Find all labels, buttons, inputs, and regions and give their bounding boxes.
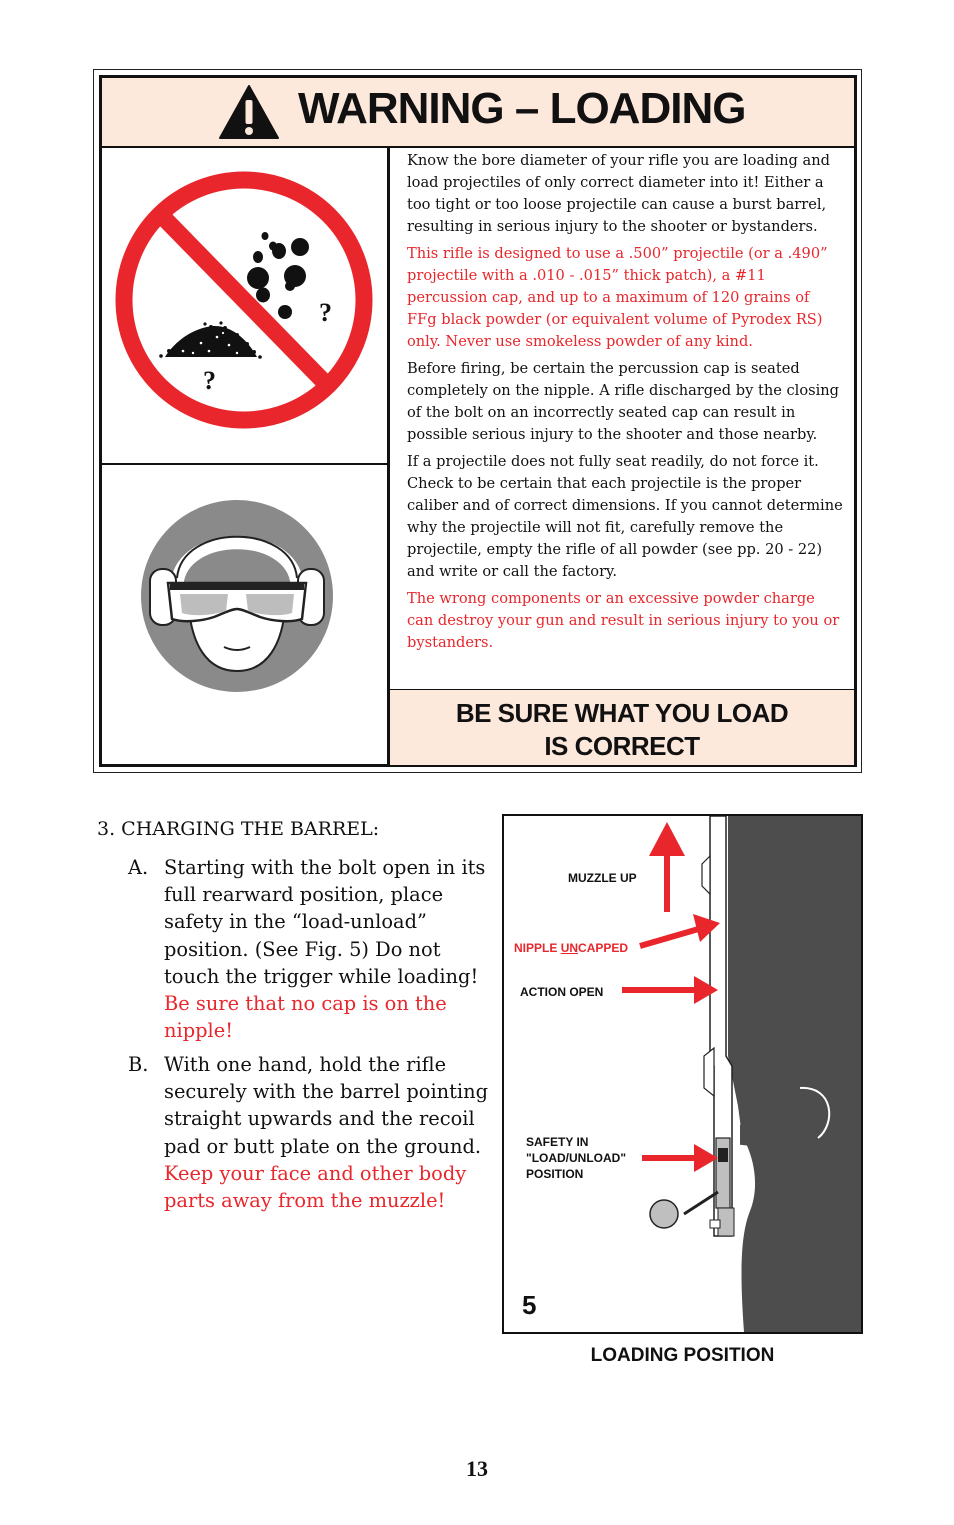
question-mark: ?	[203, 366, 216, 395]
rifle-illustration	[504, 816, 861, 1332]
column-divider	[387, 146, 390, 766]
section-heading: 3. CHARGING THE BARREL:	[97, 818, 380, 840]
no-wrong-powder-icon	[113, 165, 375, 435]
step-text: With one hand, hold the rifle securely with the barrel pointing straight upwards and the recoil pad or butt plate on the ground.	[164, 1053, 489, 1158]
label-part: CAPPED	[578, 941, 629, 955]
page-number: 13	[466, 1456, 488, 1481]
tagline-line: BE SURE WHAT YOU LOAD	[455, 698, 789, 728]
label-safety-position	[526, 1134, 656, 1182]
warning-paragraph: If a projectile does not fully seat readily, do not force it. Check to be certain that each projectile is the proper caliber and of correct dimensions. If you cannot determine why the projectile will not fit, carefully remove the projectile, empty the rifle of all powder (see pp. 20 - 22) and write or call the factory.	[407, 453, 843, 580]
warning-paragraph: Before firing, be certain the percussion cap is seated completely on the nipple. A rifle discharged by the closing of the bolt on an incorrectly seated cap can result in possible serious injury to the shooter and those nearby.	[407, 360, 840, 443]
warning-title: WARNING – LOADING	[298, 84, 746, 133]
step-letter: B.	[128, 1053, 149, 1076]
figure-caption: LOADING POSITION	[590, 1345, 775, 1366]
step-text: Starting with the bolt open in its full rearward position, place safety in the “load-unload” position. (See Fig. 5) Do not touch the trigger while loading!	[164, 856, 486, 988]
tagline-line: IS CORRECT	[544, 731, 700, 761]
warning-tagline	[390, 697, 854, 763]
label-line: POSITION	[526, 1167, 584, 1181]
label-line: "LOAD/UNLOAD"	[526, 1151, 627, 1165]
label-muzzle-up: MUZZLE UP	[568, 871, 637, 885]
warning-triangle-icon	[218, 84, 280, 140]
label-part-underlined: UN	[560, 941, 579, 955]
label-part: NIPPLE	[514, 941, 561, 955]
figure-number: 5	[522, 1290, 537, 1320]
question-mark: ?	[319, 298, 332, 327]
warning-text	[407, 150, 843, 659]
icon-divider	[102, 463, 388, 465]
label-nipple-uncapped	[514, 940, 628, 956]
figure-loading-position	[502, 814, 863, 1334]
label-action-open: ACTION OPEN	[520, 985, 604, 999]
step-emphasis: Be sure that no cap is on the nipple!	[164, 992, 447, 1043]
warning-paragraph-emphasis: This rifle is designed to use a .500” projectile (or a .490” projectile with a .010 - .015” thick patch), a #11 percussion cap, and up to a maximum of 120 grains of FFg black powder (or equivalent volume of Pyrodex RS) only. Never use smokeless powder of any kind.	[407, 245, 828, 350]
label-line: SAFETY IN	[526, 1135, 589, 1149]
warning-paragraph: Know the bore diameter of your rifle you are loading and load projectiles of only correct diameter into it! Either a too tight or too loose projectile can cause a burst barrel, resulting in serious injury to the shooter or bystanders.	[407, 152, 830, 235]
step-emphasis: Keep your face and other body parts away from the muzzle!	[164, 1161, 467, 1213]
step-body	[164, 1051, 493, 1214]
warning-paragraph-emphasis: The wrong components or an excessive powder charge can destroy your gun and result in serious injury to you or bystanders.	[407, 590, 840, 651]
step-body	[164, 854, 493, 1044]
step-letter: A.	[128, 856, 149, 879]
eye-ear-protection-icon	[140, 499, 334, 693]
